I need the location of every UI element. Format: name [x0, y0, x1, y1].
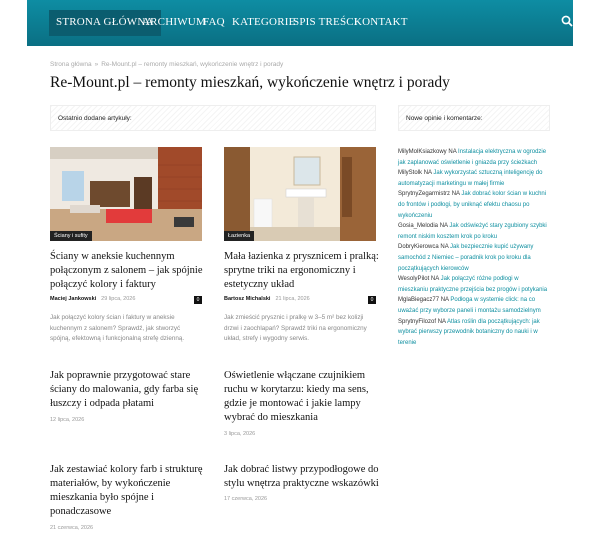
post-date: 12 lipca, 2026: [50, 417, 85, 423]
nav-item-contact[interactable]: KONTAKT: [354, 16, 408, 28]
comment-item: [398, 317, 550, 349]
post-title[interactable]: Ściany w aneksie kuchennym połączonym z salonem – jak spójnie połączyć kolory i faktury: [50, 251, 203, 290]
comment-on-label: NA: [440, 297, 449, 304]
comment-author: WesolyPilot: [398, 276, 430, 283]
comment-item: [398, 242, 550, 274]
nav-item-home[interactable]: STRONA GŁÓWNA: [49, 10, 161, 36]
post-thumbnail-bathroom[interactable]: [224, 147, 376, 241]
comment-count-badge[interactable]: 0: [194, 296, 202, 304]
comment-on-label: NA: [440, 244, 449, 251]
nav-item-faq[interactable]: FAQ: [203, 16, 225, 28]
post-meta: [50, 296, 135, 302]
category-tag[interactable]: Łazienka: [224, 231, 254, 241]
comment-author: MilyMolKsiazkowy: [398, 149, 447, 155]
breadcrumb-home[interactable]: Strona główna: [50, 61, 92, 68]
post-title[interactable]: Jak dobrać listwy przypodłogowe do stylu wnętrza praktyczne wskazówki: [224, 464, 379, 489]
nav-item-categories[interactable]: KATEGORIE: [232, 16, 296, 28]
comment-author: Gosia_Melodia: [398, 223, 439, 230]
comment-post-link[interactable]: Instalacja elektryczna w ogrodzie jak zaplanować oświetlenie i gniazda przy ścieżkach: [398, 149, 547, 166]
comment-post-link[interactable]: Jak odświeżyć stary zgubiony szybki remont niskim kosztem krok po kroku: [398, 223, 547, 240]
comment-post-link[interactable]: Atlas roślin dla początkujących: jak wybrać pierwszy przewodnik botaniczny do nauki i w terenie: [398, 318, 540, 346]
comment-on-label: NA: [448, 149, 457, 155]
comment-on-label: NA: [423, 170, 432, 177]
top-navbar: [27, 0, 573, 46]
kitchen-living-room-image: [50, 147, 202, 241]
comment-item: [398, 147, 550, 168]
recent-comments-list: [398, 147, 550, 348]
comments-header-label: Nowe opinie i komentarze:: [406, 115, 483, 122]
post-thumbnail-kitchen[interactable]: [50, 147, 202, 241]
comment-author: DobryKierowca: [398, 244, 439, 251]
comment-author: SprytnyFilozof: [398, 318, 437, 325]
bathroom-image: [224, 147, 376, 241]
post-excerpt: Jak zmieścić prysznic i pralkę w 3–5 m² bez kolizji drzwi i zaochlapań? Sprawdź triki na ergonomiczny układ, strefy i wygodny serwis.: [224, 314, 367, 342]
comment-author: MglaBiegacz77: [398, 297, 440, 304]
comment-post-link[interactable]: Jak połączyć różne podłogi w mieszkaniu praktyczne przejścia bez progów i potykania: [398, 276, 548, 293]
post-author[interactable]: Maciej Jankowski: [50, 296, 97, 302]
post-author[interactable]: Bartosz Michalski: [224, 296, 271, 302]
comments-header: [398, 105, 550, 131]
post-title[interactable]: Mała łazienka z prysznicem i pralką: sprytne triki na ergonomiczny i estetyczny układ: [224, 251, 379, 290]
nav-item-toc[interactable]: SPIS TREŚCI: [293, 16, 358, 28]
post-title[interactable]: Jak poprawnie przygotować stare ściany do malowania, gdy farba się łuszczy i odpada płatami: [50, 370, 199, 409]
comment-count-badge[interactable]: 0: [368, 296, 376, 304]
comment-item: [398, 221, 550, 242]
breadcrumb-separator: »: [94, 61, 99, 68]
comment-on-label: NA: [451, 191, 460, 198]
post-date: 17 czerwca, 2026: [224, 496, 268, 502]
recent-articles-header-label: Ostatnio dodane artykuły:: [58, 115, 132, 122]
comment-post-link[interactable]: Jak bezpiecznie kupić używany samochód z Niemiec – poradnik krok po kroku dla początkujących kierowców: [398, 244, 534, 272]
comment-post-link[interactable]: Jak wykorzystać sztuczną inteligencję do automatyzacji marketingu w małej firmie: [398, 170, 543, 187]
comment-item: [398, 274, 550, 295]
search-icon[interactable]: [561, 15, 573, 27]
comment-author: MilyStolk: [398, 170, 423, 177]
post-date: 29 lipca, 2026: [101, 296, 136, 302]
breadcrumb-current: Re-Mount.pl – remonty mieszkań, wykończenie wnętrz i porady: [101, 61, 284, 68]
post-title[interactable]: Jak zestawiać kolory farb i strukturę materiałów, by wykończenie mieszkania było spójne i ponadczasowe: [50, 464, 203, 517]
comment-author: SprytnyZegarmistrz: [398, 191, 451, 198]
comment-item: [398, 189, 550, 221]
category-tag[interactable]: Ściany i sufity: [50, 231, 92, 241]
comment-post-link[interactable]: Jak dobrać kolor ścian w kuchni do frontów i podłogi, by uniknąć efektu chaosu po wykończeniu: [398, 191, 547, 219]
comment-on-label: NA: [430, 276, 439, 283]
post-date: 21 lipca, 2026: [275, 296, 310, 302]
comment-post-link[interactable]: Podłoga w systemie click: na co uważać przy wyborze paneli i montażu samodzielnym: [398, 297, 541, 314]
post-excerpt: Jak połączyć kolory ścian i faktury w aneksie kuchennym z salonem? Sprawdź, jak stworzyć spójną, efektowną i funkcjonalną strefę dzienną.: [50, 314, 185, 342]
recent-articles-header: [50, 105, 376, 131]
comment-item: [398, 168, 550, 189]
comment-item: [398, 295, 550, 316]
comment-on-label: NA: [437, 318, 446, 325]
post-title[interactable]: Oświetlenie włączane czujnikiem ruchu w korytarzu: kiedy ma sens, gdzie je montować i jakie lampy wybrać do mieszkania: [224, 370, 369, 423]
nav-item-archive[interactable]: ARCHIWUM: [142, 16, 206, 28]
post-meta: [224, 296, 310, 302]
page-title: Re-Mount.pl – remonty mieszkań, wykończenie wnętrz i porady: [50, 74, 450, 91]
comment-on-label: NA: [439, 223, 448, 230]
post-date: 21 czerwca, 2026: [50, 525, 94, 531]
post-date: 3 lipca, 2026: [224, 431, 256, 437]
breadcrumb: [50, 61, 283, 68]
